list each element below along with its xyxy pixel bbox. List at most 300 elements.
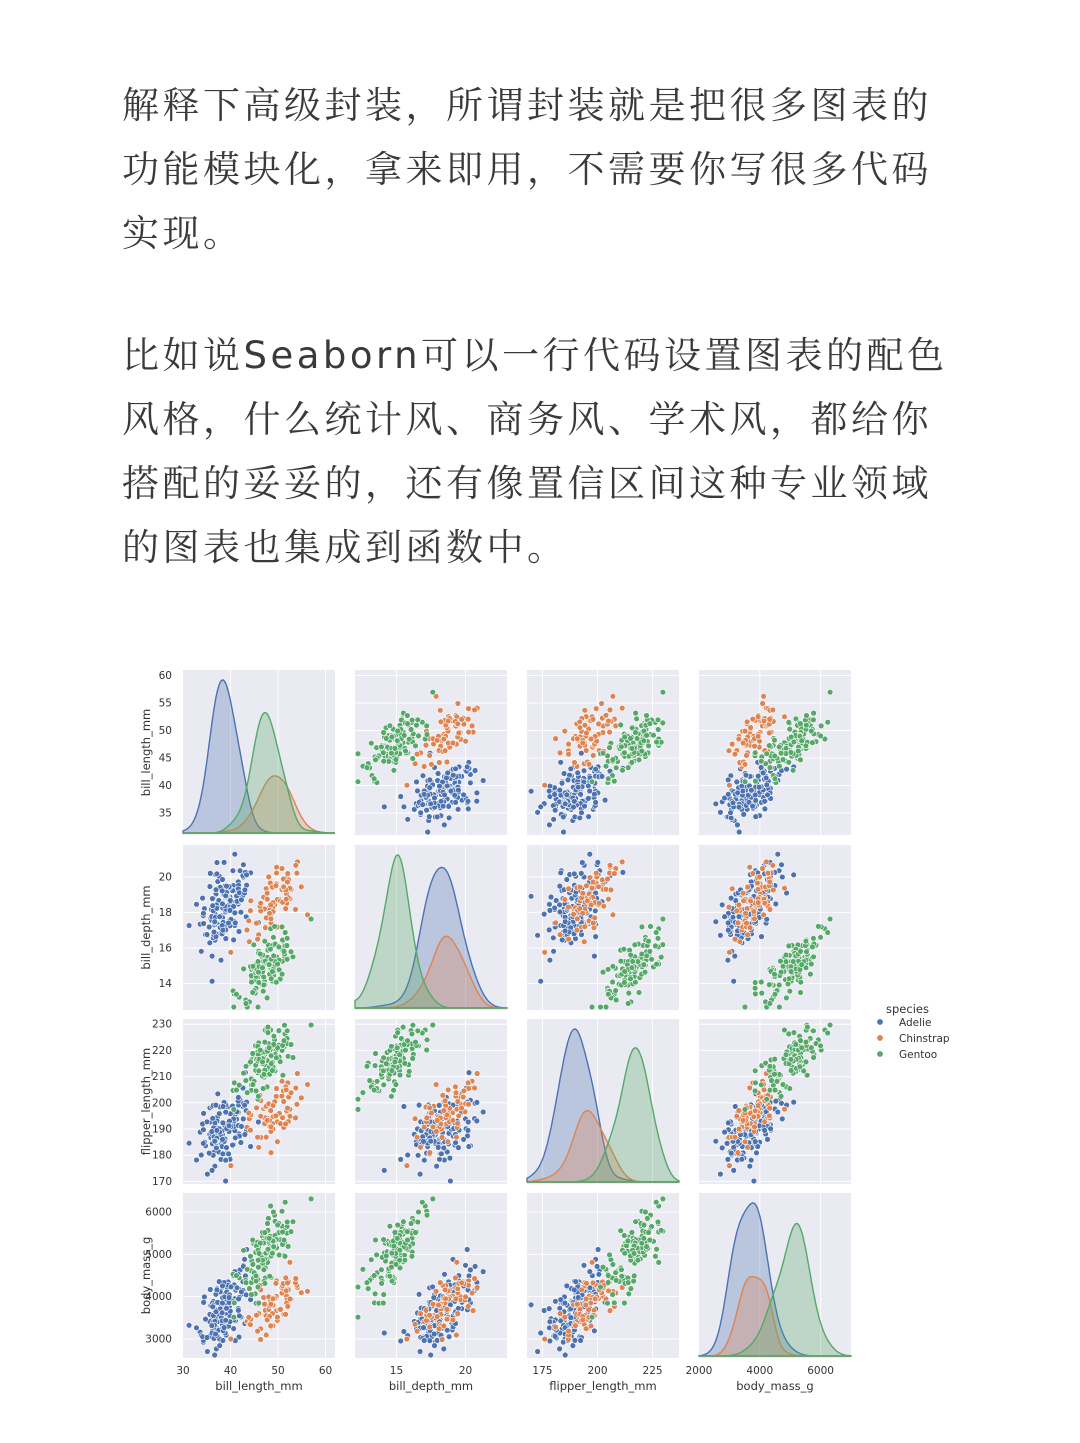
point-gentoo <box>424 1037 430 1043</box>
point-chinstrap <box>254 1105 260 1111</box>
point-gentoo <box>403 1047 409 1053</box>
point-adelie <box>725 1120 731 1126</box>
point-chinstrap <box>767 879 773 885</box>
point-gentoo <box>622 1300 628 1306</box>
point-adelie <box>724 1141 730 1147</box>
point-adelie <box>210 1115 216 1121</box>
point-adelie <box>557 1346 563 1352</box>
point-gentoo <box>803 722 809 728</box>
point-adelie <box>547 908 553 914</box>
point-adelie <box>732 953 738 959</box>
point-adelie <box>739 1156 745 1162</box>
point-adelie <box>209 1323 215 1329</box>
point-chinstrap <box>258 1337 264 1343</box>
point-gentoo <box>408 727 414 733</box>
y-axis-label: bill_depth_mm <box>139 885 153 970</box>
point-gentoo <box>618 722 624 728</box>
point-chinstrap <box>414 1134 420 1140</box>
point-adelie <box>713 919 719 925</box>
point-gentoo <box>389 1068 395 1074</box>
point-adelie <box>401 1329 407 1335</box>
point-chinstrap <box>742 761 748 767</box>
point-gentoo <box>355 751 361 757</box>
point-adelie <box>725 791 731 797</box>
point-gentoo <box>250 963 256 969</box>
point-gentoo <box>613 1270 619 1276</box>
point-adelie <box>207 871 213 877</box>
point-gentoo <box>308 1022 314 1028</box>
point-chinstrap <box>258 900 264 906</box>
point-chinstrap <box>607 729 613 735</box>
point-gentoo <box>266 1235 272 1241</box>
point-gentoo <box>374 1252 380 1258</box>
point-chinstrap <box>283 896 289 902</box>
point-adelie <box>415 1152 421 1158</box>
point-gentoo <box>415 1219 421 1225</box>
point-gentoo <box>430 1196 436 1202</box>
point-adelie <box>209 953 215 959</box>
point-gentoo <box>803 1039 809 1045</box>
point-gentoo <box>248 1059 254 1065</box>
point-chinstrap <box>255 936 261 942</box>
point-gentoo <box>250 1051 256 1057</box>
point-chinstrap <box>734 1113 740 1119</box>
x-tick-label: 6000 <box>807 1365 834 1377</box>
point-chinstrap <box>444 759 450 765</box>
point-adelie <box>216 1111 222 1117</box>
point-gentoo <box>243 1280 249 1286</box>
point-chinstrap <box>750 871 756 877</box>
point-adelie <box>242 1256 248 1262</box>
point-adelie <box>220 1120 226 1126</box>
point-gentoo <box>279 971 285 977</box>
point-gentoo <box>379 744 385 750</box>
point-chinstrap <box>469 723 475 729</box>
point-gentoo <box>610 757 616 763</box>
point-chinstrap <box>412 1116 418 1122</box>
point-gentoo <box>811 717 817 723</box>
point-gentoo <box>276 944 282 950</box>
point-chinstrap <box>741 898 747 904</box>
point-chinstrap <box>275 1314 281 1320</box>
point-adelie <box>557 883 563 889</box>
point-chinstrap <box>590 1280 596 1286</box>
point-gentoo <box>393 757 399 763</box>
point-gentoo <box>795 748 801 754</box>
point-adelie <box>465 806 471 812</box>
point-adelie <box>552 1334 558 1340</box>
point-gentoo <box>788 969 794 975</box>
point-chinstrap <box>445 718 451 724</box>
point-gentoo <box>628 976 634 982</box>
point-adelie <box>398 1338 404 1344</box>
point-adelie <box>239 1289 245 1295</box>
point-adelie <box>428 1352 434 1358</box>
point-gentoo <box>798 721 804 727</box>
point-gentoo <box>613 988 619 994</box>
point-chinstrap <box>729 741 735 747</box>
point-gentoo <box>641 1235 647 1241</box>
point-chinstrap <box>248 898 254 904</box>
point-chinstrap <box>440 1093 446 1099</box>
point-adelie <box>578 871 584 877</box>
point-adelie <box>236 1095 242 1101</box>
point-adelie <box>210 896 216 902</box>
point-gentoo <box>374 1078 380 1084</box>
point-gentoo <box>767 765 773 771</box>
point-chinstrap <box>421 764 427 770</box>
x-tick-label: 50 <box>271 1365 285 1377</box>
paragraph-intro: 解释下高级封装，所谓封装就是把很多图表的功能模块化，拿来即用，不需要你写很多代码实现。 <box>122 84 932 255</box>
point-chinstrap <box>767 1113 773 1119</box>
point-gentoo <box>629 1230 635 1236</box>
point-adelie <box>424 807 430 813</box>
point-adelie <box>220 1283 226 1289</box>
point-adelie <box>595 1247 601 1253</box>
point-adelie <box>223 1109 229 1115</box>
point-adelie <box>751 1178 757 1184</box>
point-gentoo <box>752 980 758 986</box>
point-adelie <box>414 779 420 785</box>
point-chinstrap <box>427 1324 433 1330</box>
point-adelie <box>730 914 736 920</box>
point-chinstrap <box>573 1323 579 1329</box>
point-chinstrap <box>566 741 572 747</box>
point-gentoo <box>818 723 824 729</box>
point-adelie <box>558 870 564 876</box>
point-adelie <box>442 1271 448 1277</box>
point-chinstrap <box>745 884 751 890</box>
point-gentoo <box>810 944 816 950</box>
point-chinstrap <box>268 1301 274 1307</box>
point-chinstrap <box>729 886 735 892</box>
point-gentoo <box>383 1253 389 1259</box>
point-adelie <box>428 801 434 807</box>
point-gentoo <box>787 988 793 994</box>
point-gentoo <box>389 1250 395 1256</box>
point-gentoo <box>415 717 421 723</box>
point-adelie <box>735 822 741 828</box>
point-gentoo <box>265 1221 271 1227</box>
point-chinstrap <box>285 1280 291 1286</box>
point-gentoo <box>799 738 805 744</box>
point-gentoo <box>646 743 652 749</box>
point-chinstrap <box>582 924 588 930</box>
point-chinstrap <box>580 910 586 916</box>
point-chinstrap <box>574 916 580 922</box>
point-chinstrap <box>427 753 433 759</box>
point-gentoo <box>265 1030 271 1036</box>
point-adelie <box>435 771 441 777</box>
point-chinstrap <box>755 900 761 906</box>
point-adelie <box>214 1287 220 1293</box>
point-adelie <box>239 897 245 903</box>
point-adelie <box>736 829 742 835</box>
point-gentoo <box>387 1223 393 1229</box>
point-adelie <box>602 797 608 803</box>
point-adelie <box>764 782 770 788</box>
point-chinstrap <box>566 751 572 757</box>
point-chinstrap <box>298 884 304 890</box>
point-adelie <box>236 929 242 935</box>
x-tick-label: 40 <box>223 1365 238 1377</box>
point-chinstrap <box>770 707 776 713</box>
point-adelie <box>209 1168 215 1174</box>
point-chinstrap <box>444 1307 450 1313</box>
point-chinstrap <box>542 1336 548 1342</box>
point-adelie <box>381 804 387 810</box>
point-adelie <box>593 934 599 940</box>
point-adelie <box>242 1132 248 1138</box>
point-adelie <box>461 1137 467 1143</box>
point-chinstrap <box>283 906 289 912</box>
point-gentoo <box>808 728 814 734</box>
point-chinstrap <box>472 1085 478 1091</box>
point-adelie <box>244 872 250 878</box>
point-gentoo <box>613 1278 619 1284</box>
point-adelie <box>528 788 534 794</box>
point-adelie <box>557 787 563 793</box>
point-adelie <box>575 770 581 776</box>
point-gentoo <box>621 1233 627 1239</box>
point-gentoo <box>777 763 783 769</box>
point-gentoo <box>778 958 784 964</box>
point-gentoo <box>308 916 314 922</box>
point-chinstrap <box>456 730 462 736</box>
point-gentoo <box>271 1244 277 1250</box>
y-axis-label: flipper_length_mm <box>139 1047 153 1156</box>
point-adelie <box>217 1343 223 1349</box>
point-gentoo <box>270 1250 276 1256</box>
point-chinstrap <box>248 1322 254 1328</box>
point-gentoo <box>772 1056 778 1062</box>
point-gentoo <box>379 1267 385 1273</box>
point-adelie <box>592 953 598 959</box>
point-gentoo <box>231 1300 237 1306</box>
point-gentoo <box>613 765 619 771</box>
point-adelie <box>756 784 762 790</box>
point-chinstrap <box>589 885 595 891</box>
point-gentoo <box>284 943 290 949</box>
point-adelie <box>441 822 447 828</box>
point-gentoo <box>381 1237 387 1243</box>
point-chinstrap <box>592 1296 598 1302</box>
point-adelie <box>417 1171 423 1177</box>
point-adelie <box>398 1157 404 1163</box>
point-gentoo <box>633 710 639 716</box>
point-adelie <box>561 829 567 835</box>
point-gentoo <box>772 737 778 743</box>
point-gentoo <box>231 1107 237 1113</box>
point-chinstrap <box>735 1150 741 1156</box>
point-adelie <box>468 780 474 786</box>
point-chinstrap <box>584 1280 590 1286</box>
point-gentoo <box>660 916 666 922</box>
point-gentoo <box>381 1292 387 1298</box>
point-chinstrap <box>761 912 767 918</box>
point-chinstrap <box>596 900 602 906</box>
point-chinstrap <box>287 1259 293 1265</box>
point-adelie <box>620 870 626 876</box>
point-chinstrap <box>436 760 442 766</box>
point-gentoo <box>389 1264 395 1270</box>
point-adelie <box>573 1279 579 1285</box>
point-chinstrap <box>562 728 568 734</box>
point-adelie <box>456 1145 462 1151</box>
point-gentoo <box>231 1314 237 1320</box>
point-adelie <box>599 774 605 780</box>
point-adelie <box>211 929 217 935</box>
point-adelie <box>420 802 426 808</box>
point-adelie <box>565 777 571 783</box>
point-adelie <box>447 1155 453 1161</box>
point-adelie <box>592 908 598 914</box>
point-gentoo <box>253 1088 259 1094</box>
point-chinstrap <box>584 883 590 889</box>
point-adelie <box>562 1352 568 1358</box>
point-gentoo <box>803 938 809 944</box>
point-chinstrap <box>732 1134 738 1140</box>
point-adelie <box>768 1126 774 1132</box>
point-chinstrap <box>429 761 435 767</box>
point-chinstrap <box>782 1106 788 1112</box>
point-chinstrap <box>577 884 583 890</box>
point-chinstrap <box>246 918 252 924</box>
point-chinstrap <box>248 908 254 914</box>
point-gentoo <box>827 689 833 695</box>
point-chinstrap <box>293 1276 299 1282</box>
point-gentoo <box>403 748 409 754</box>
y-tick-label: 230 <box>151 1018 172 1031</box>
point-chinstrap <box>285 1304 291 1310</box>
point-chinstrap <box>453 1084 459 1090</box>
point-chinstrap <box>264 890 270 896</box>
point-gentoo <box>753 1080 759 1086</box>
point-chinstrap <box>455 701 461 707</box>
point-gentoo <box>656 1260 662 1266</box>
point-gentoo <box>255 1284 261 1290</box>
point-adelie <box>551 948 557 954</box>
point-chinstrap <box>747 864 753 870</box>
x-axis-label: bill_length_mm <box>215 1379 303 1393</box>
point-gentoo <box>811 935 817 941</box>
y-tick-label: 220 <box>151 1044 172 1057</box>
point-gentoo <box>618 958 624 964</box>
point-adelie <box>437 1156 443 1162</box>
point-chinstrap <box>727 1163 733 1169</box>
point-adelie <box>594 1264 600 1270</box>
point-adelie <box>206 1150 212 1156</box>
point-adelie <box>465 1119 471 1125</box>
point-adelie <box>256 1119 262 1125</box>
point-chinstrap <box>566 886 572 892</box>
point-chinstrap <box>294 1101 300 1107</box>
point-gentoo <box>633 730 639 736</box>
point-gentoo <box>622 1250 628 1256</box>
point-chinstrap <box>566 1328 572 1334</box>
point-gentoo <box>655 727 661 733</box>
point-gentoo <box>262 1230 268 1236</box>
point-adelie <box>535 1349 541 1355</box>
point-adelie <box>223 893 229 899</box>
point-adelie <box>725 777 731 783</box>
point-adelie <box>437 783 443 789</box>
point-chinstrap <box>743 910 749 916</box>
point-adelie <box>791 1099 797 1105</box>
point-chinstrap <box>279 1078 285 1084</box>
point-gentoo <box>365 1286 371 1292</box>
point-chinstrap <box>298 1095 304 1101</box>
point-adelie <box>202 1294 208 1300</box>
point-adelie <box>587 851 593 857</box>
point-gentoo <box>280 1229 286 1235</box>
point-gentoo <box>787 726 793 732</box>
point-chinstrap <box>751 909 757 915</box>
point-gentoo <box>764 1096 770 1102</box>
point-adelie <box>214 1128 220 1134</box>
point-adelie <box>570 1343 576 1349</box>
point-gentoo <box>257 1240 263 1246</box>
point-gentoo <box>643 1209 649 1215</box>
point-gentoo <box>778 969 784 975</box>
point-gentoo <box>648 924 654 930</box>
point-adelie <box>223 1317 229 1323</box>
point-chinstrap <box>268 902 274 908</box>
point-gentoo <box>279 924 285 930</box>
point-gentoo <box>430 689 436 695</box>
point-gentoo <box>256 1300 262 1306</box>
point-gentoo <box>628 1286 634 1292</box>
point-chinstrap <box>770 862 776 868</box>
point-gentoo <box>605 1280 611 1286</box>
point-gentoo <box>766 743 772 749</box>
point-chinstrap <box>461 1088 467 1094</box>
point-gentoo <box>780 1082 786 1088</box>
point-chinstrap <box>274 1086 280 1092</box>
point-chinstrap <box>255 1134 261 1140</box>
point-adelie <box>535 932 541 938</box>
point-chinstrap <box>583 1296 589 1302</box>
point-gentoo <box>777 1004 783 1010</box>
point-adelie <box>441 1346 447 1352</box>
point-chinstrap <box>287 1113 293 1119</box>
point-gentoo <box>772 991 778 997</box>
point-adelie <box>213 1331 219 1337</box>
point-adelie <box>221 860 227 866</box>
point-gentoo <box>629 759 635 765</box>
point-gentoo <box>371 1273 377 1279</box>
point-chinstrap <box>596 884 602 890</box>
point-adelie <box>226 920 232 926</box>
point-chinstrap <box>293 1085 299 1091</box>
point-adelie <box>201 910 207 916</box>
point-adelie <box>718 932 724 938</box>
point-gentoo <box>261 1071 267 1077</box>
point-chinstrap <box>463 738 469 744</box>
point-chinstrap <box>264 1117 270 1123</box>
y-tick-label: 55 <box>158 697 172 710</box>
point-chinstrap <box>593 870 599 876</box>
point-adelie <box>564 877 570 883</box>
x-tick-label: 4000 <box>746 1365 774 1377</box>
y-tick-label: 45 <box>158 752 172 765</box>
point-gentoo <box>625 1238 631 1244</box>
point-adelie <box>466 1144 472 1150</box>
point-chinstrap <box>761 718 767 724</box>
point-adelie <box>239 1124 245 1130</box>
point-adelie <box>435 1145 441 1151</box>
point-gentoo <box>653 943 659 949</box>
